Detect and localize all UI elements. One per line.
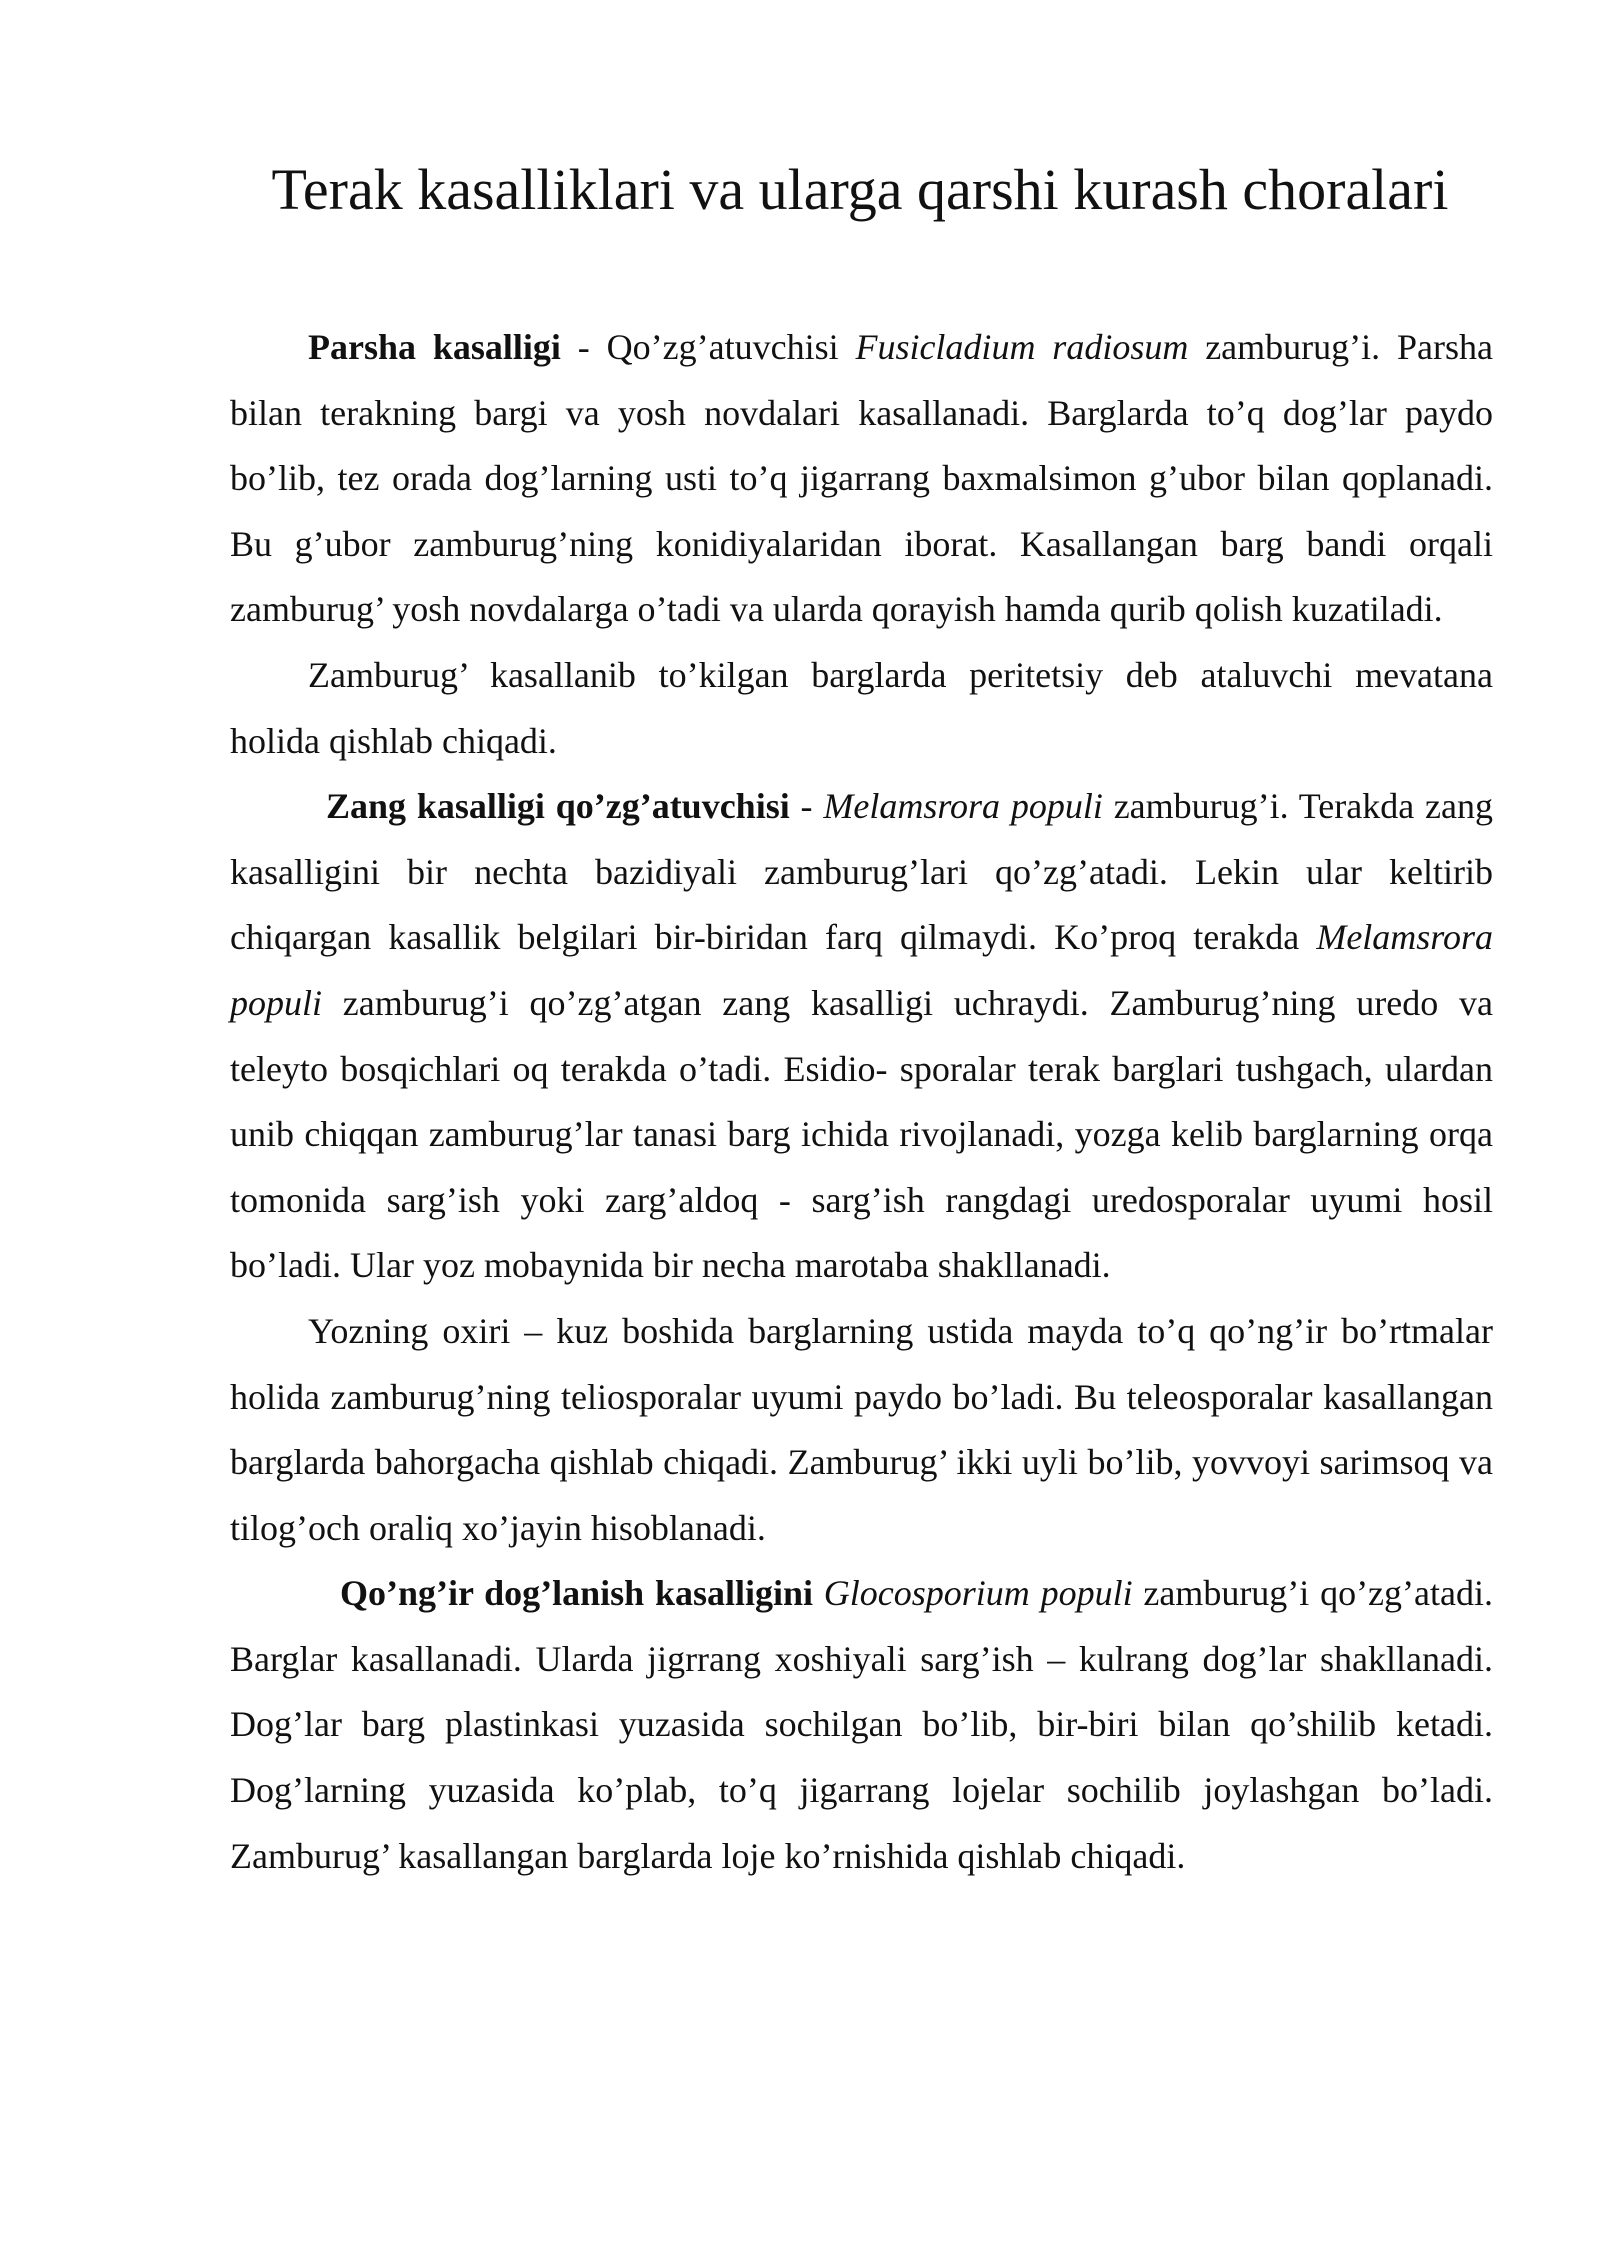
document-body — [230, 315, 1493, 1889]
paragraph-text: zamburug’i. Parsha bilan terakning bargi va yosh novdalari kasallanadi. Barglarda to’q dog’lar paydo bo’lib, tez orada dog’larning usti to’q jigarrang baxmalsimon g’ubor bilan qoplanadi. Bu g’ubor zamburug’ning konidiyalaridan iborat. Kasallangan barg bandi orqali zamburug’ yosh novdalarga o’tadi va ularda qorayish hamda qurib qolish kuzatiladi. — [230, 327, 1493, 630]
paragraph-text: zamburug’i. Terakda zang kasalligini bir nechta bazidiyali zamburug’lari qo’zg’atadi. Lekin ular keltirib chiqargan kasallik belgilari bir-biridan farq qilmaydi. Ko’proq terakda — [230, 786, 1493, 958]
document-title: Terak kasalliklari va ularga qarshi kurash choralari — [271, 157, 1449, 222]
paragraph-rust — [230, 774, 1493, 1299]
species-name: Melamsrora populi — [230, 917, 1493, 1023]
paragraph-text: zamburug’i qo’zg’atadi. Barglar kasallanadi. Ularda jigrrang xoshiyali sarg’ish – kulrang dog’lar shakllanadi. Dog’lar barg plastinkasi yuzasida sochilgan bo’lib, bir-biri bilan qo’shilib ketadi. Dog’larning yuzasida ko’plab, to’q jigarrang lojelar sochilib joylashgan bo’ladi. Zamburug’ kasallangan barglarda loje ko’rnishida qishlab chiqadi. — [230, 1573, 1493, 1876]
paragraph-text: zamburug’i qo’zg’atgan zang kasalligi uchraydi. Zamburug’ning uredo va teleyto bosqichlari oq terakda o’tadi. Esidio- sporalar terak barglari tushgach, ulardan unib chiqqan zamburug’lar tanasi barg ichida rivojlanadi, yozga kelib barglarning orqa tomonida sarg’ish yoki zarg’aldoq - sarg’ish rangdagi uredosporalar uyumi hosil bo’ladi. Ular yoz mobaynida bir necha marotaba shakllanadi. — [230, 982, 1493, 1286]
paragraph-text — [813, 1573, 824, 1613]
paragraph-brown-spot — [230, 1561, 1493, 1889]
term-scab-disease: Parsha kasalligi — [308, 327, 561, 367]
term-rust-disease: Zang kasalligi qo’zg’atuvchisi — [326, 786, 790, 827]
species-name: Glocosporium populi — [823, 1573, 1133, 1614]
species-name: Melamsrora populi — [823, 786, 1103, 827]
paragraph-scab — [230, 315, 1493, 643]
paragraph-text: - Qo’zg’atuvchisi — [560, 327, 856, 367]
term-brown-spot-disease: Qo’ng’ir dog’lanish kasalligini — [340, 1573, 814, 1614]
paragraph-overwintering: Zamburug’ kasallanib to’kilgan barglarda peritetsiy deb ataluvchi mevatana holida qishlab chiqadi. — [230, 654, 1493, 761]
species-name: Fusicladium radiosum — [855, 327, 1189, 367]
paragraph-teliospores: Yozning oxiri – kuz boshida barglarning ustida mayda to’q qo’ng’ir bo’rtmalar holida zamburug’ning teliosporalar uyumi paydo bo’ladi. Bu teleosporalar kasallangan barglarda bahorgacha qishlab chiqadi. Zamburug’ ikki uyli bo’lib, yovvoyi sarimsoq va tilog’och oraliq xo’jayin hisoblanadi. — [230, 1310, 1493, 1548]
paragraph-text: - — [789, 786, 824, 827]
